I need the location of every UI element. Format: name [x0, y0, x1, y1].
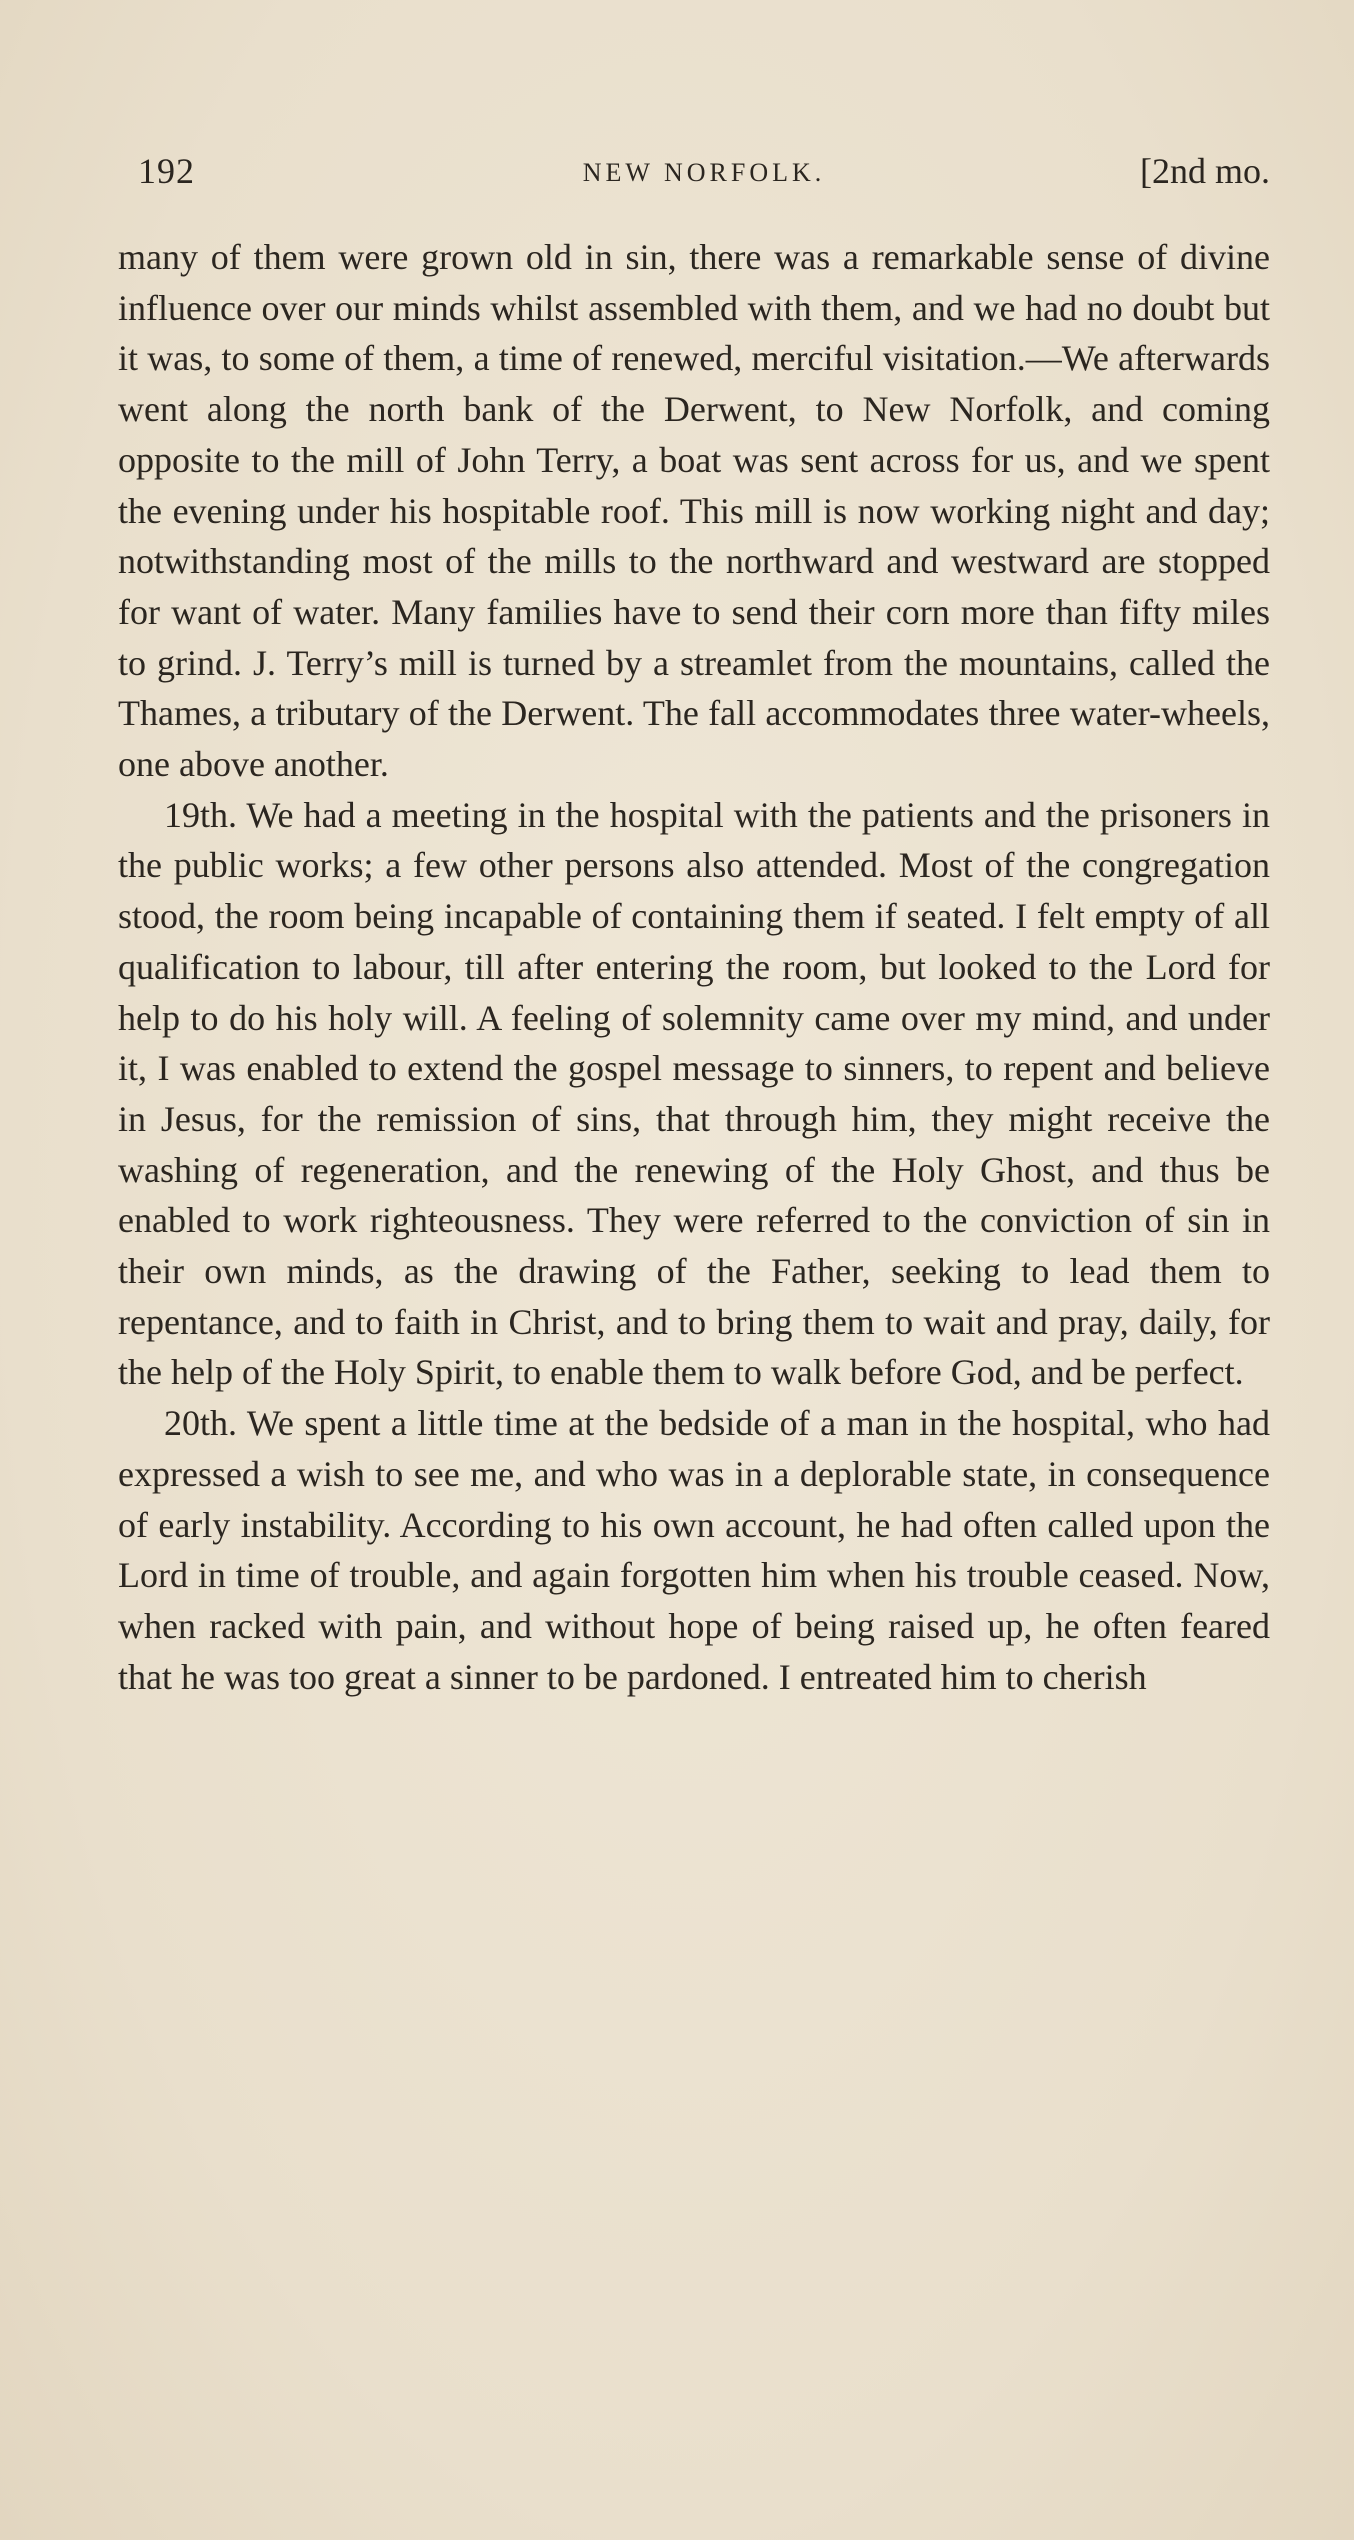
- paragraph-entry-19th: 19th. We had a meeting in the hospital with the patients and the prisoners in the public works; a few other persons also attended. Most of the congregation stood, the room being incapable of containing them if seated. I felt empty of all qualification to labour, till after entering the room, but looked to the Lord for help to do his holy will. A feeling of solemnity came over my mind, and under it, I was enabled to extend the gospel message to sinners, to repent and believe in Jesus, for the remission of sins, that through him, they might receive the washing of regeneration, and the renewing of the Holy Ghost, and thus be enabled to work righteousness. They were referred to the conviction of sin in their own minds, as the drawing of the Father, seeking to lead them to repentance, and to faith in Christ, and to bring them to wait and pray, daily, for the help of the Holy Spirit, to enable them to walk before God, and be perfect.: [118, 794, 1270, 1393]
- paragraph-continuation: many of them were grown old in sin, there was a remarkable sense of divine influence over our minds whilst assembled with them, and we had no doubt but it was, to some of them, a time of renewed, merciful visitation.—We afterwards went along the north bank of the Derwent, to New Norfolk, and coming opposite to the mill of John Terry, a boat was sent across for us, and we spent the evening under his hospitable roof. This mill is now working night and day; notwithstanding most of the mills to the northward and westward are stopped for want of water. Many families have to send their corn more than fifty miles to grind. J. Terry’s mill is turned by a streamlet from the mountains, called the Thames, a tributary of the Derwent. The fall accommodates three water-wheels, one above another.: [118, 237, 1270, 785]
- page-number: 192: [138, 151, 195, 191]
- body-text: [118, 232, 1270, 1702]
- running-header: [138, 150, 1270, 200]
- running-date: [2nd mo.: [1140, 151, 1270, 191]
- running-title: NEW NORFOLK.: [582, 158, 826, 187]
- paragraph-entry-20th: 20th. We spent a little time at the bedside of a man in the hospital, who had expressed a wish to see me, and who was in a deplorable state, in consequence of early instability. According to his own account, he had often called upon the Lord in time of trouble, and again forgotten him when his trouble ceased. Now, when racked with pain, and without hope of being raised up, he often feared that he was too great a sinner to be pardoned. I entreated him to cherish: [118, 1403, 1270, 1697]
